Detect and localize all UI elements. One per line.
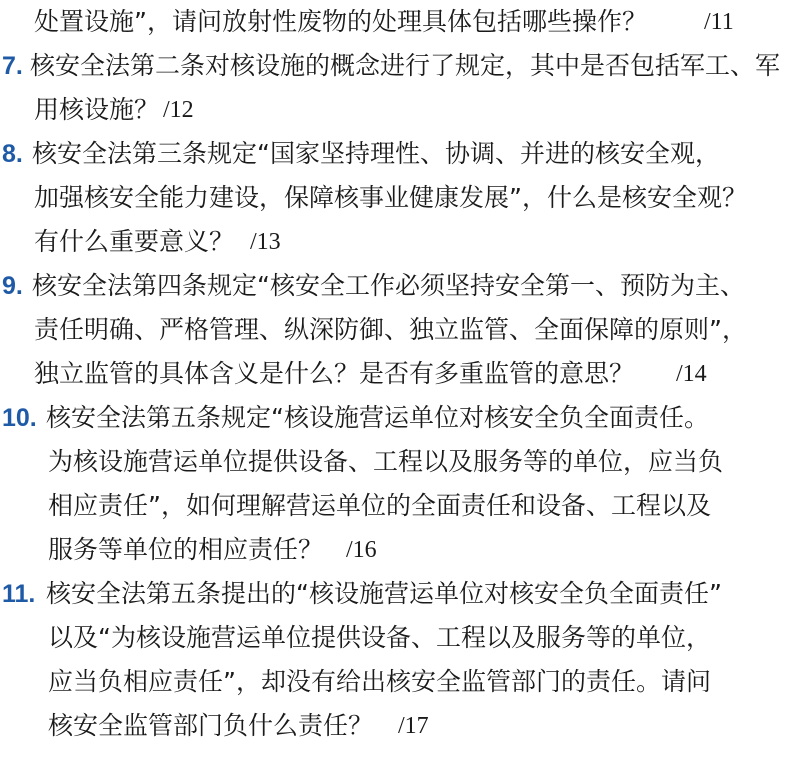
toc-entry-number: 8. (2, 140, 23, 168)
toc-entry-9-line-3 (0, 352, 790, 396)
toc-entry-8-line-2 (0, 176, 790, 220)
toc-entry-11-line-1 (0, 572, 790, 616)
toc-entry-continuation-line-1 (0, 0, 790, 44)
toc-entry-number: 10. (2, 404, 37, 432)
toc-entry-7-line-1 (0, 44, 790, 88)
toc-entry-text: 以及“为核设施营运单位提供设备、工程以及服务等的单位， (48, 623, 711, 652)
toc-entry-text[interactable]: 核安全法第二条对核设施的概念进行了规定，其中是否包括军工、军 (30, 51, 781, 80)
toc-entry-text: 相应责任”，如何理解营运单位的全面责任和设备、工程以及 (48, 491, 711, 520)
toc-entry-8-line-1 (0, 132, 790, 176)
toc-entry-text: 独立监管的具体含义是什么？是否有多重监管的意思？ (34, 359, 635, 388)
toc-entry-8-line-3 (0, 220, 790, 264)
toc-page-number[interactable]: /16 (346, 537, 377, 563)
toc-entry-11-line-3 (0, 660, 790, 704)
toc-page-number[interactable]: /11 (704, 9, 734, 35)
toc-entry-9-line-1 (0, 264, 790, 308)
toc-entry-text: 为核设施营运单位提供设备、工程以及服务等的单位，应当负 (48, 447, 724, 476)
toc-entry-text[interactable]: 核安全法第五条提出的“核设施营运单位对核安全负全面责任” (46, 579, 722, 608)
toc-entry-text: 服务等单位的相应责任？ (48, 535, 324, 564)
toc-entry-number: 9. (2, 272, 23, 300)
toc-entry-10-line-4 (0, 528, 790, 572)
toc-entry-10-line-2 (0, 440, 790, 484)
toc-entry-text: 核安全监管部门负什么责任？ (48, 711, 374, 740)
toc-entry-number: 7. (2, 52, 23, 80)
toc-entry-text: 处置设施”，请问放射性废物的处理具体包括哪些操作？ (34, 7, 647, 36)
toc-entry-text[interactable]: 核安全法第三条规定“国家坚持理性、协调、并进的核安全观， (32, 139, 720, 168)
toc-entry-10-line-3 (0, 484, 790, 528)
toc-page-number[interactable]: /14 (676, 361, 707, 387)
toc-entry-10-line-1 (0, 396, 790, 440)
toc-page-number[interactable]: /12 (163, 97, 194, 123)
toc-entry-11-line-2 (0, 616, 790, 660)
toc-entry-11-line-4 (0, 704, 790, 748)
toc-page-number[interactable]: /17 (398, 713, 429, 739)
toc-entry-number: 11. (2, 580, 36, 608)
toc-entry-text: 用核设施？ (34, 95, 160, 124)
toc-entry-text: 应当负相应责任”，却没有给出核安全监管部门的责任。请问 (48, 667, 711, 696)
toc-entry-text[interactable]: 核安全法第四条规定“核安全工作必须坚持安全第一、预防为主、 (32, 271, 745, 300)
toc-entry-text: 加强核安全能力建设，保障核事业健康发展”，什么是核安全观？ (34, 183, 747, 212)
toc-entry-7-line-2 (0, 88, 790, 132)
toc-page-number[interactable]: /13 (250, 229, 281, 255)
toc-entry-text[interactable]: 核安全法第五条规定“核设施营运单位对核安全负全面责任。 (46, 403, 709, 432)
toc-entry-text: 责任明确、严格管理、纵深防御、独立监管、全面保障的原则”， (34, 315, 747, 344)
toc-entry-text: 有什么重要意义？ (34, 227, 235, 256)
toc-entry-9-line-2 (0, 308, 790, 352)
